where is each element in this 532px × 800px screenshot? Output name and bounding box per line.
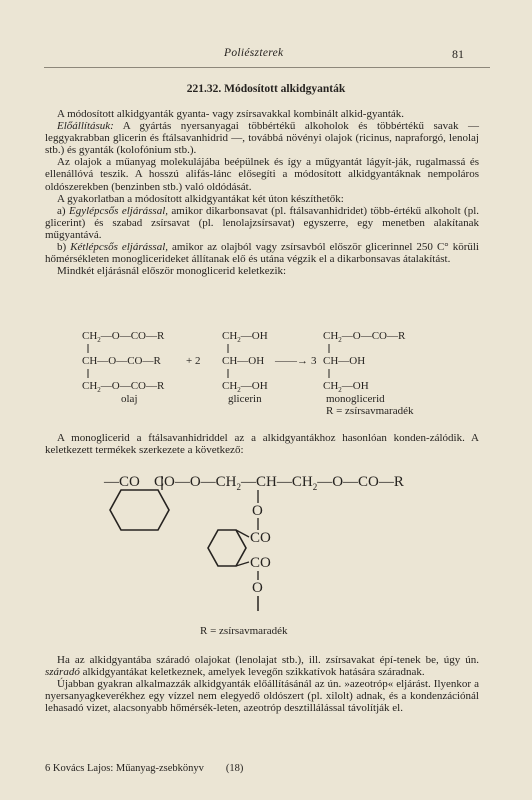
- method-a-text: amikor dikarbonsavat (pl. ftálsavanhidridet) több-értékű alkoholt (pl. glicerint) és szabad zsírsavat (pl. lenolajzsírsavat) egyszerre, egy menetben alakítanak műgyantává.: [45, 204, 480, 241]
- reaction-arrow: ——→: [275, 355, 308, 367]
- structure-lead-co: —CO: [104, 474, 140, 490]
- method-b-label: Kétlépcsős eljárással,: [70, 241, 169, 254]
- paragraph-both-methods: Mindkét eljárásnál először monoglicerid keletkezik:: [57, 265, 287, 278]
- mono-ch-middle: CH—OH: [323, 355, 366, 367]
- oil-ch-middle: CH—O—CO—R: [82, 355, 161, 367]
- method-b-prefix: b): [57, 241, 71, 254]
- benzene-ring-2: [208, 530, 246, 566]
- structure-caption: R = zsírsavmaradék: [200, 625, 288, 637]
- glycerol-label: glicerin: [228, 393, 262, 405]
- paragraph-azeotrope: Újabban gyakran alkalmazzák alkidgyanták előállításánál az ún. »azeotróp« eljárást. Ilyenkor a nyersanyagkeverékhez egy vízzel nem elegyedő oldószert (pl. xilolt) adnak, és a kondenzációnál lehasadó vizet, alacsonyabb hőmérsék-leten, azeotróp desztillálással távolítják el.: [45, 678, 479, 715]
- drying-emphasis: száradó: [45, 666, 80, 679]
- mono-label: monoglicerid: [326, 393, 385, 405]
- alkyd-structure: [103, 474, 404, 637]
- paragraph-drying: [45, 654, 479, 678]
- benzene-ring-1: [110, 490, 169, 530]
- page-number: 81: [452, 47, 464, 61]
- oil-formula: [82, 330, 165, 405]
- method-a-prefix: a): [57, 204, 69, 217]
- structure-co-2: CO: [250, 555, 271, 571]
- preparation-label: Előállításuk:: [57, 120, 114, 133]
- method-b-text: amikor az olajból vagy zsírsavból először glicerinnel 250 C° körüli hőmérsékleten monoglicerideket állítanak elő és utána végzik el a dikarbonsavas átalakítást.: [45, 241, 479, 266]
- preparation-text: A gyártás nyersanyagai többértékű alkoholok és többértékű savak — leggyakrabban glicerin és ftálsavanhidrid —, továbbá növényi olajok (ricinus, napraforgó, lenolaj stb.) és gyanták (kolofónium stb.).: [45, 120, 479, 157]
- structure-co-1: CO: [250, 530, 271, 546]
- oil-label: olaj: [121, 393, 138, 405]
- paragraph-intro: A módosított alkidgyanták gyanta- vagy zsírsavakkal kombinált alkid-gyanták.: [57, 108, 405, 120]
- glycerol-ch-middle: CH—OH: [222, 355, 265, 367]
- paragraph-practice: A gyakorlatban a módosított alkidgyantákat két úton készíthetők:: [57, 192, 344, 205]
- running-title: Poliészterek: [224, 47, 284, 59]
- text-block-mono: [45, 432, 479, 456]
- structure-chain-1: $CO—O—CH_2—CH—CH_2—O—CO—R$: [154, 474, 404, 492]
- method-a-label: Egylépcsős eljárással,: [68, 204, 169, 217]
- footer-number: (18): [225, 763, 244, 774]
- stoichiometric-coefficient: 3: [311, 355, 317, 367]
- footer-signature: 6 Kovács Lajos: Műanyag-zsebkönyv: [45, 763, 204, 774]
- section-title: 221.32. Módosított alkidgyanták: [186, 83, 346, 95]
- mono-ch2-top: $CH_2—O—CO—R$: [323, 330, 406, 344]
- structure-o-2: O: [252, 580, 263, 596]
- drying-text-a: Ha az alkidgyantába száradó olajokat (lenolajat stb.), ill. zsírsavakat épí-tenek be, úgy ún.: [57, 654, 479, 666]
- glycerol-ch2-top: $CH_2—OH$: [222, 330, 268, 344]
- glycerol-ch2-bottom: $CH_2—OH$: [222, 380, 268, 394]
- drying-text-b: alkidgyantákat keletkeznek, amelyek levegőn szikkatívok hatására száradnak.: [79, 666, 425, 679]
- glycerol-formula: [222, 330, 268, 405]
- oil-ch2-top: $CH_2—O—CO—R$: [82, 330, 165, 344]
- oil-ch2-bottom: $CH_2—O—CO—R$: [82, 380, 165, 394]
- r-definition: R = zsírsavmaradék: [326, 405, 414, 417]
- structure-o-1: O: [252, 503, 263, 519]
- plus-two: + 2: [186, 355, 201, 367]
- page-footer: [45, 763, 243, 774]
- paragraph-oils: Az olajok a műanyag molekulájába beépülnek és így a műgyantát lágyít-ják, rugalmassá és ellenállóvá teszik. A hosszú alifás-lánc elősegíti a módosított alkidgyantáknak nempoláros oldószerekben (benzinben stb.) való oldódását.: [45, 156, 479, 193]
- text-block-final: [45, 654, 479, 714]
- mono-ch2-bottom: $CH_2—OH$: [323, 380, 369, 394]
- monoglyceride-formula: [323, 330, 414, 417]
- paragraph-monoglyceride-reaction: A monoglicerid a ftálsavanhidriddel az a alkidgyantákhoz hasonlóan konden-zálódik. A keletkezett termékek szerkezete a következő:: [45, 432, 479, 457]
